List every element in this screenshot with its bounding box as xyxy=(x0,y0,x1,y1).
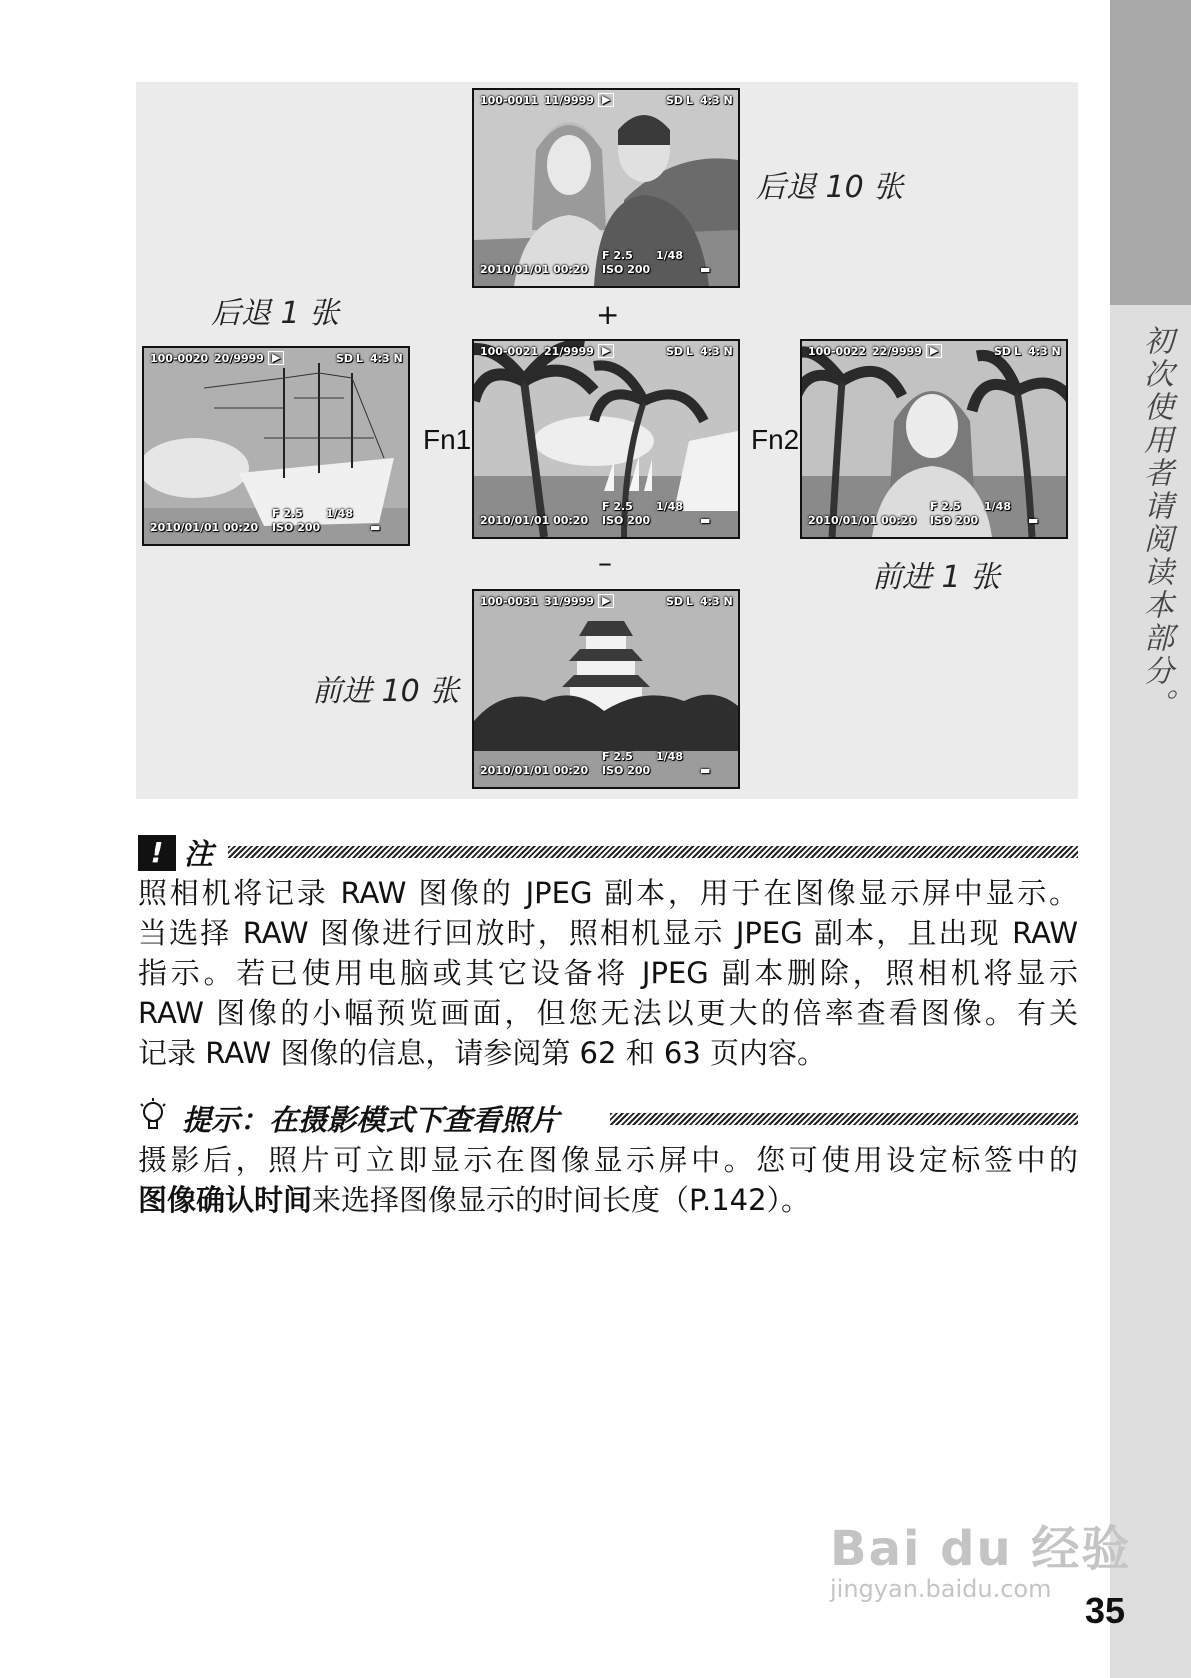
label-forward-1: 前进 1 张 xyxy=(872,560,1001,595)
osd-sd-badge: SD xyxy=(666,94,684,107)
osd-file-number: 100-0022 xyxy=(808,345,867,358)
play-mode-icon: ▶ xyxy=(598,344,614,358)
osd-frame-count: 21/9999 xyxy=(544,345,594,358)
lightbulb-icon xyxy=(138,1098,174,1139)
osd-shutter: 1/48 xyxy=(656,500,683,513)
osd-iso: ISO 200 xyxy=(602,514,651,527)
osd-shutter: 1/48 xyxy=(656,249,683,262)
osd-date: 2010/01/01 00:20 xyxy=(808,514,917,527)
note-line: 照相机将记录 RAW 图像的 JPEG 副本，用于在图像显示屏中显示。 xyxy=(138,876,1078,910)
label-fn1: Fn1 xyxy=(423,424,472,455)
osd-iso: ISO 200 xyxy=(602,764,651,777)
osd-iso: ISO 200 xyxy=(272,521,321,534)
osd-iso: ISO 200 xyxy=(930,514,979,527)
play-mode-icon: ▶ xyxy=(926,344,942,358)
osd-shutter: 1/48 xyxy=(326,507,353,520)
tip-setting-name: 图像确认时间 xyxy=(138,1183,313,1217)
osd-aperture: F 2.5 xyxy=(602,750,633,763)
note-title: 注 xyxy=(184,837,214,871)
osd-frame-count: 31/9999 xyxy=(544,595,594,608)
osd-size-icon: L xyxy=(1014,345,1022,358)
osd-size-icon: L xyxy=(686,595,694,608)
osd-shutter: 1/48 xyxy=(656,750,683,763)
tip-rule xyxy=(610,1113,1078,1125)
osd-sd-badge: SD xyxy=(666,595,684,608)
screen-top xyxy=(472,88,740,288)
tip-line xyxy=(138,1180,1078,1220)
osd-size-icon: L xyxy=(356,352,364,365)
osd-size: 4:3 N xyxy=(700,595,733,608)
label-fn2: Fn2 xyxy=(751,424,800,455)
screen-left xyxy=(142,346,410,546)
battery-icon: ▬ xyxy=(700,764,711,777)
osd-frame-count: 20/9999 xyxy=(214,352,264,365)
battery-icon: ▬ xyxy=(700,263,711,276)
osd-aperture: F 2.5 xyxy=(930,500,961,513)
note-line: RAW 图像的小幅预览画面，但您无法以更大的倍率查看图像。有关 xyxy=(138,996,1078,1030)
note-line: 当选择 RAW 图像进行回放时，照相机显示 JPEG 副本，且出现 RAW xyxy=(138,916,1078,950)
battery-icon: ▬ xyxy=(1028,514,1039,527)
osd-size-icon: L xyxy=(686,345,694,358)
page-number: 35 xyxy=(1085,1590,1126,1631)
osd-date: 2010/01/01 00:20 xyxy=(150,521,259,534)
osd-date: 2010/01/01 00:20 xyxy=(480,764,589,777)
osd-file-number: 100-0021 xyxy=(480,345,539,358)
osd-date: 2010/01/01 00:20 xyxy=(480,514,589,527)
note-line: 记录 RAW 图像的信息，请参阅第 62 和 63 页内容。 xyxy=(138,1036,827,1070)
watermark-url: jingyan.baidu.com xyxy=(830,1575,1052,1603)
play-mode-icon: ▶ xyxy=(598,93,614,107)
osd-size: 4:3 N xyxy=(370,352,403,365)
play-mode-icon: ▶ xyxy=(598,594,614,608)
section-sidebar-text: 初次使用者请阅读本部分。 xyxy=(1138,325,1173,721)
osd-file-number: 100-0011 xyxy=(480,94,539,107)
battery-icon: ▬ xyxy=(700,514,711,527)
osd-frame-count: 22/9999 xyxy=(872,345,922,358)
screen-center xyxy=(472,339,740,539)
osd-sd-badge: SD xyxy=(666,345,684,358)
note-rule xyxy=(228,846,1078,858)
osd-shutter: 1/48 xyxy=(984,500,1011,513)
note-line: 指示。若已使用电脑或其它设备将 JPEG 副本删除，照相机将显示 xyxy=(138,956,1078,990)
tip-heading xyxy=(138,1098,559,1139)
label-back-10: 后退 10 张 xyxy=(756,170,904,205)
osd-size: 4:3 N xyxy=(700,94,733,107)
tip-body xyxy=(138,1140,1078,1220)
osd-frame-count: 11/9999 xyxy=(544,94,594,107)
playback-navigation-diagram xyxy=(136,82,1078,799)
tip-title: 提示：在摄影模式下查看照片 xyxy=(182,1103,560,1137)
play-mode-icon: ▶ xyxy=(268,351,284,365)
note-icon: ! xyxy=(138,835,176,871)
label-plus: + xyxy=(596,298,620,331)
note-body xyxy=(138,873,1078,1073)
osd-size: 4:3 N xyxy=(700,345,733,358)
label-forward-10: 前进 10 张 xyxy=(312,674,460,709)
osd-file-number: 100-0031 xyxy=(480,595,539,608)
tip-line-rest: 来选择图像显示的时间长度（P.142）。 xyxy=(312,1183,811,1217)
tip-line: 摄影后，照片可立即显示在图像显示屏中。您可使用设定标签中的 xyxy=(138,1143,1078,1177)
section-tab xyxy=(1110,0,1191,305)
osd-aperture: F 2.5 xyxy=(602,249,633,262)
screen-bottom xyxy=(472,589,740,789)
battery-icon: ▬ xyxy=(370,521,381,534)
osd-sd-badge: SD xyxy=(994,345,1012,358)
osd-file-number: 100-0020 xyxy=(150,352,209,365)
watermark-brand: Bai du 经验 xyxy=(830,1521,1132,1577)
osd-size-icon: L xyxy=(686,94,694,107)
label-minus: – xyxy=(598,546,612,579)
osd-aperture: F 2.5 xyxy=(272,507,303,520)
osd-aperture: F 2.5 xyxy=(602,500,633,513)
osd-size: 4:3 N xyxy=(1028,345,1061,358)
screen-right xyxy=(800,339,1068,539)
osd-iso: ISO 200 xyxy=(602,263,651,276)
osd-date: 2010/01/01 00:20 xyxy=(480,263,589,276)
label-back-1: 后退 1 张 xyxy=(211,296,340,331)
note-heading xyxy=(138,832,213,873)
osd-sd-badge: SD xyxy=(336,352,354,365)
